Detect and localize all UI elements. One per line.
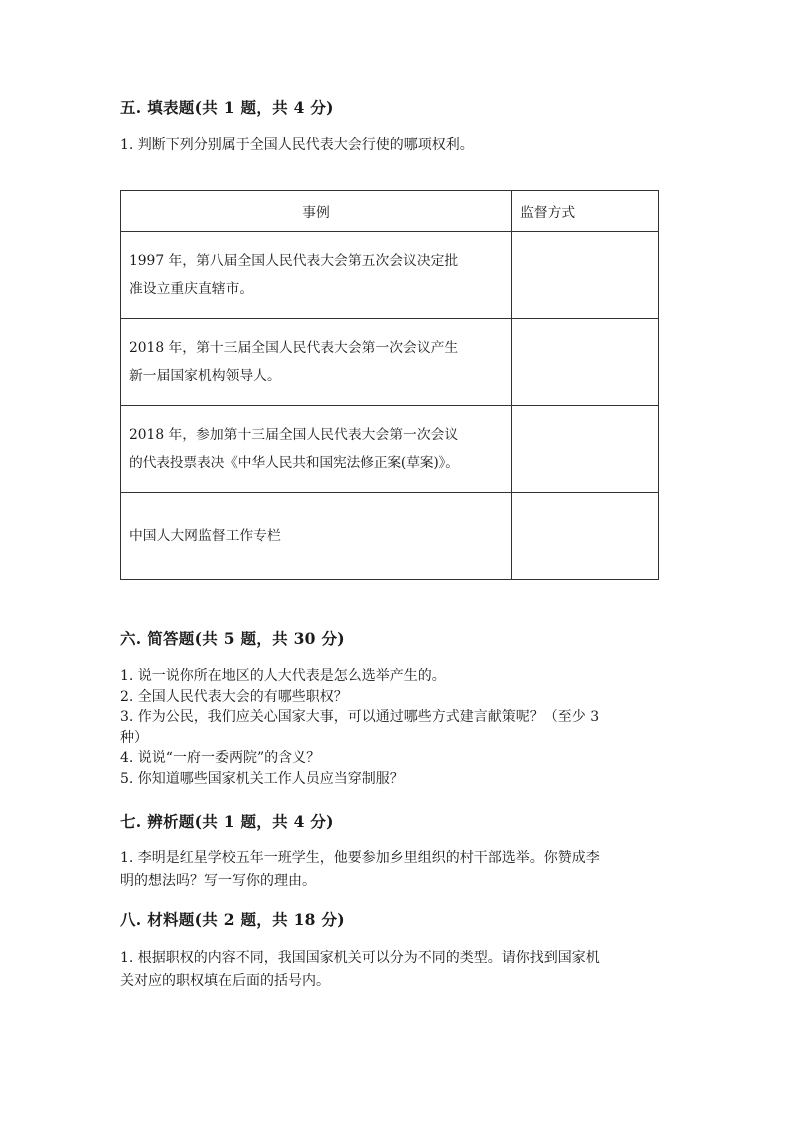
table-cell-example: [121, 493, 512, 580]
table-cell-answer[interactable]: [512, 493, 659, 580]
question-line: 1. 判断下列分别属于全国人民代表大会行使的哪项权利。: [120, 137, 474, 153]
question-line: 1. 根据职权的内容不同，我国国家机关可以分为不同的类型。请你找到国家机: [120, 950, 600, 966]
table-cell-answer[interactable]: [512, 232, 659, 319]
question-line: 1. 说一说你所在地区的人大代表是怎么选举产生的。: [120, 668, 446, 684]
example-line: 2018 年，参加第十三届全国人民代表大会第一次会议: [129, 427, 459, 443]
section-8-title: 八. 材料题(共 2 题，共 18 分): [120, 910, 345, 929]
question-line: 1. 李明是红星学校五年一班学生，他要参加乡里组织的村干部选举。你赞成李: [120, 850, 600, 866]
question-line: 4. 说说“一府一委两院”的含义？: [120, 750, 321, 766]
table-row: [121, 319, 659, 406]
example-line: 2018 年，第十三届全国人民代表大会第一次会议产生: [129, 340, 459, 356]
table-header-method: 监督方式: [512, 191, 659, 232]
table-cell-example: [121, 232, 512, 319]
example-line: 的代表投票表决《中华人民共和国宪法修正案(草案)》。: [129, 455, 459, 471]
fill-in-table: [120, 190, 659, 580]
table-row: [121, 493, 659, 580]
example-line: 中国人大网监督工作专栏: [129, 528, 281, 544]
section-7-title: 七. 辨析题(共 1 题，共 4 分): [120, 812, 334, 831]
question-line: 3. 作为公民，我们应关心国家大事，可以通过哪些方式建言献策呢？（至少 3: [120, 709, 600, 725]
section-5-question: [120, 134, 665, 157]
question-line: 2. 全国人民代表大会的有哪些职权？: [120, 688, 348, 705]
table-header-row: [121, 191, 659, 232]
section-5-title: 五. 填表题(共 1 题，共 4 分): [120, 98, 334, 117]
section-6-questions: [120, 666, 680, 789]
question-line: 关对应的职权填在后面的括号内。: [120, 973, 330, 989]
section-6-title: 六. 简答题(共 5 题，共 30 分): [120, 629, 345, 648]
table-cell-example: [121, 406, 512, 493]
table-cell-example: [121, 319, 512, 406]
section-7-question: [120, 847, 665, 893]
example-line: 1997 年，第八届全国人民代表大会第五次会议决定批: [129, 253, 459, 269]
table-row: [121, 406, 659, 493]
table-cell-answer[interactable]: [512, 319, 659, 406]
table-cell-answer[interactable]: [512, 406, 659, 493]
question-line: 种）: [120, 729, 148, 746]
section-8-question: [120, 947, 665, 993]
question-line: 明的想法吗？写一写你的理由。: [120, 873, 316, 889]
question-line: 5. 你知道哪些国家机关工作人员应当穿制服？: [120, 770, 404, 787]
table-row: [121, 232, 659, 319]
table-header-example: 事例: [121, 191, 512, 232]
example-line: 新一届国家机构领导人。: [129, 368, 281, 384]
example-line: 准设立重庆直辖市。: [129, 281, 254, 297]
